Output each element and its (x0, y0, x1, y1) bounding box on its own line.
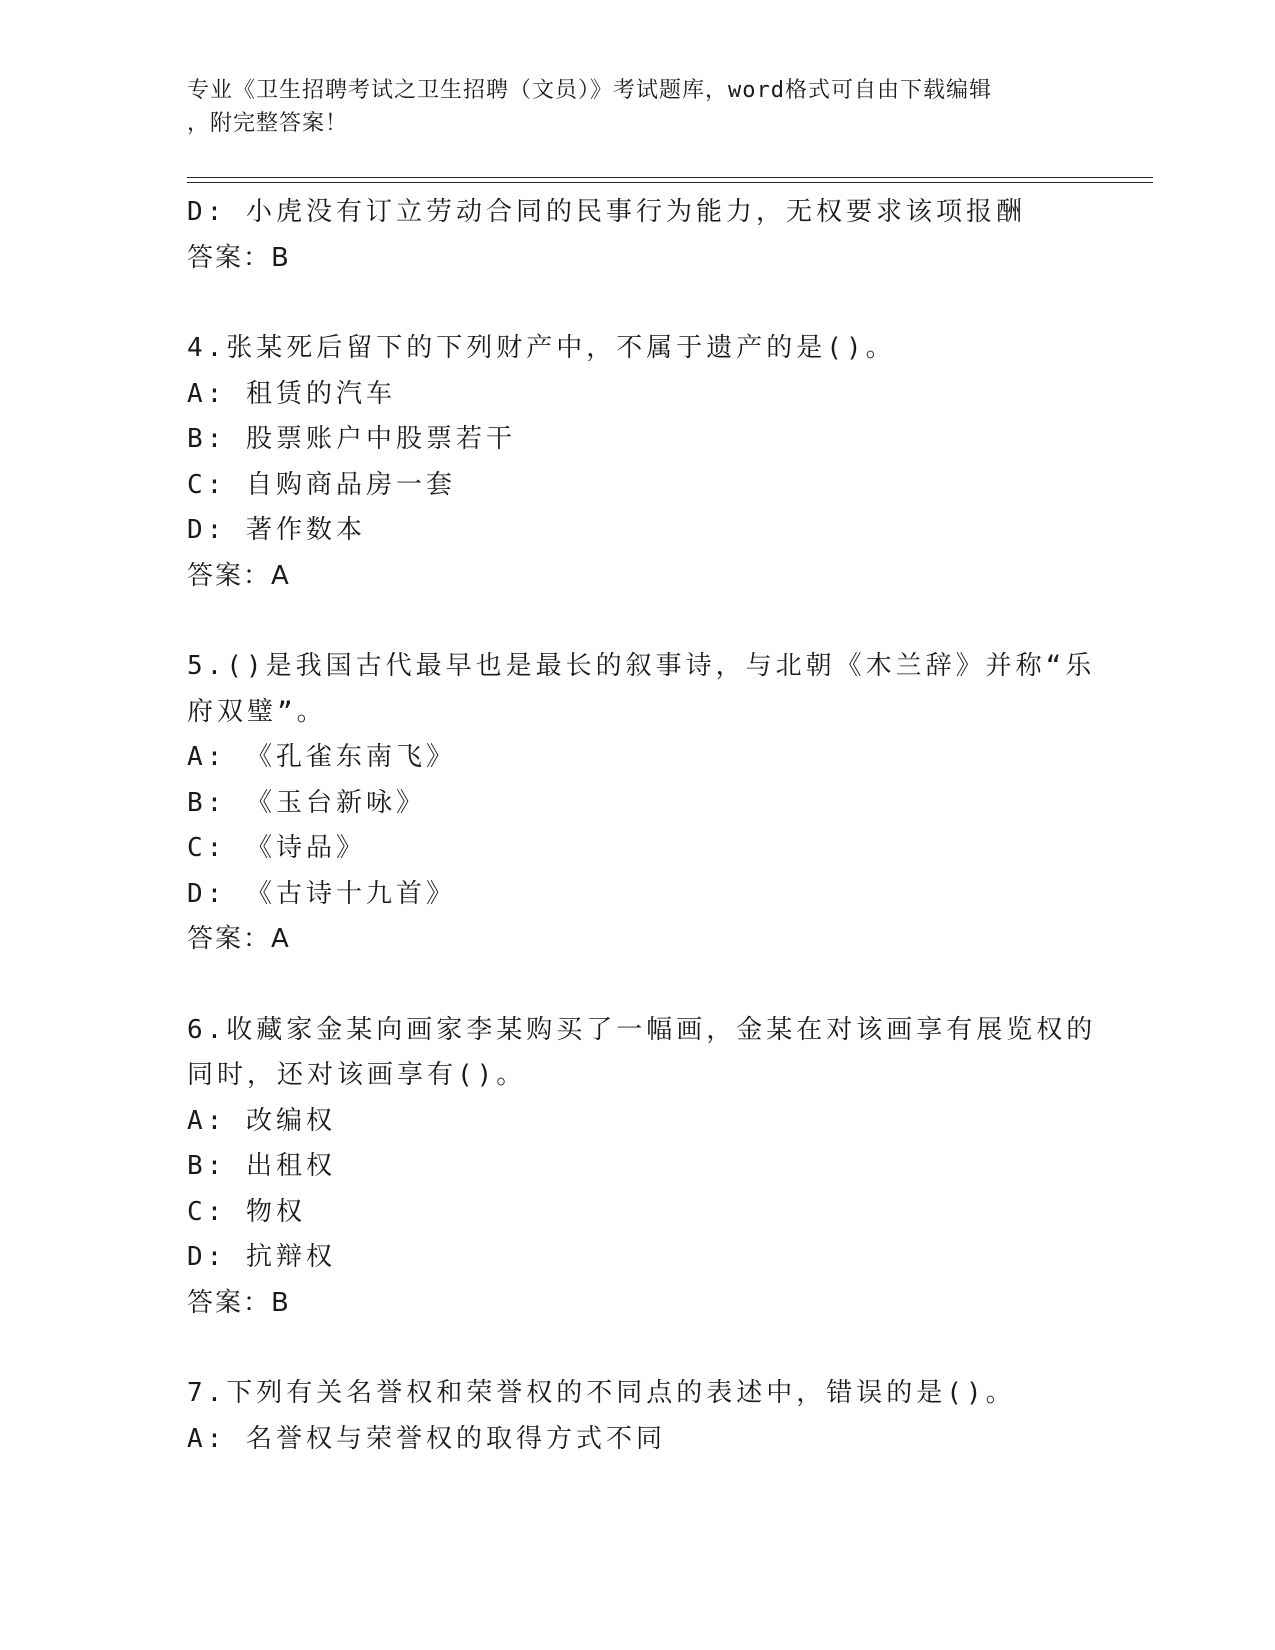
option-a: A: 《孔雀东南飞》 (187, 742, 456, 772)
option-c: C: 自购商品房一套 (187, 469, 456, 500)
question-stem: 7.下列有关名誉权和荣誉权的不同点的表述中，错误的是()。 (187, 1378, 1016, 1408)
question-7 (187, 1371, 1067, 1462)
option-a: A: 改编权 (187, 1105, 336, 1136)
option-d: D: 抗辩权 (187, 1242, 336, 1272)
header-divider-top (187, 177, 1153, 178)
option-d: D: 著作数本 (187, 515, 366, 545)
question-5 (187, 644, 1096, 963)
answer-line: 答案：B (187, 242, 291, 273)
header-line-1: 专业《卫生招聘考试之卫生招聘（文员）》考试题库，word格式可自由下载编辑 (187, 78, 992, 103)
question-stem: 4.张某死后留下的下列财产中，不属于遗产的是()。 (187, 333, 896, 363)
question-stem: 6.收藏家金某向画家李某购买了一幅画，金某在对该画享有展览权的 (187, 1014, 1097, 1045)
option-c: C: 《诗品》 (187, 833, 366, 863)
option-b: B: 股票账户中股票若干 (187, 424, 516, 454)
question-stem: 5.()是我国古代最早也是最长的叙事诗，与北朝《木兰辞》并称“乐 (187, 651, 1096, 681)
question-3-fragment (187, 190, 1067, 281)
question-stem-continued: 府双璧”。 (187, 696, 327, 727)
spacer (187, 281, 1067, 326)
answer-line: 答案：A (187, 924, 291, 954)
question-stem-continued: 同时，还对该画享有()。 (187, 1060, 527, 1090)
question-6 (187, 1008, 1097, 1327)
header-divider-bottom (187, 182, 1153, 183)
answer-line: 答案：B (187, 1287, 291, 1318)
question-list (187, 190, 1097, 1462)
question-4 (187, 326, 1067, 599)
option-b: B: 出租权 (187, 1151, 336, 1181)
document-header (187, 74, 1087, 140)
spacer (187, 1326, 1067, 1371)
spacer (187, 963, 1067, 1008)
option-a: A: 名誉权与荣誉权的取得方式不同 (187, 1423, 666, 1454)
option-d: D: 小虎没有订立劳动合同的民事行为能力，无权要求该项报酬 (187, 197, 1026, 227)
option-b: B: 《玉台新咏》 (187, 787, 426, 818)
answer-line: 答案：A (187, 560, 291, 591)
spacer (187, 599, 1067, 644)
option-a: A: 租赁的汽车 (187, 378, 396, 409)
option-d: D: 《古诗十九首》 (187, 878, 456, 909)
option-c: C: 物权 (187, 1196, 306, 1227)
header-line-2: ，附完整答案！ (187, 111, 349, 136)
